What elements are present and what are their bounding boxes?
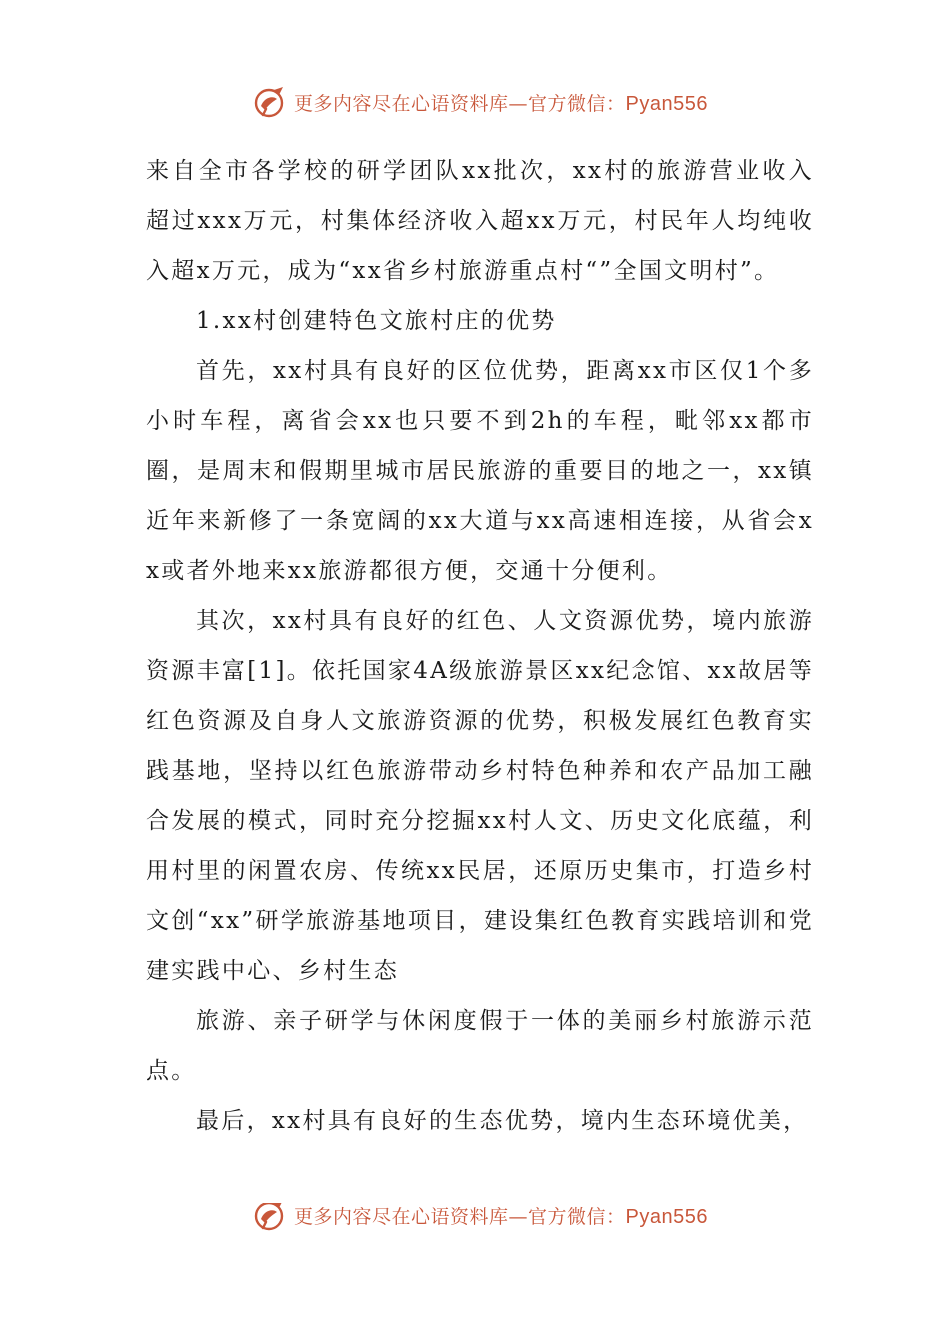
footer-banner-text: [294, 1203, 708, 1229]
header-banner-text: [294, 89, 708, 116]
pen-logo-icon: [252, 1203, 288, 1233]
paragraph-second-advantage: 其次，xx村具有良好的红色、人文资源优势，境内旅游资源丰富[1]。依托国家4A级旅游景区xx纪念馆、xx故居等红色资源及自身人文旅游资源的优势，积极发展红色教育实践基地，坚持以红色旅游带动乡村特色种养和农产品加工融合发展的模式，同时充分挖掘xx村人文、历史文化底蕴，利用村里的闲置农房、传统xx民居，还原历史集市，打造乡村文创“xx”研学旅游基地项目，建设集红色教育实践培训和党建实践中心、乡村生态: [146, 608, 814, 984]
paragraph-second-advantage-cont: 旅游、亲子研学与休闲度假于一体的美丽乡村旅游示范点。: [146, 1008, 814, 1084]
paragraph-first-advantage: 首先，xx村具有良好的区位优势，距离xx市区仅1个多小时车程，离省会xx也只要不到2h的车程，毗邻xx都市圈，是周末和假期里城市居民旅游的重要目的地之一，xx镇近年来新修了一条宽阔的xx大道与xx高速相连接，从省会xx或者外地来xx旅游都很方便，交通十分便利。: [146, 358, 814, 584]
footer-banner-wechat-id: Pyan556: [625, 1205, 708, 1228]
paragraph-third-advantage: 最后，xx村具有良好的生态优势，境内生态环境优美，: [196, 1108, 809, 1134]
paragraph-continuation: 来自全市各学校的研学团队xx批次，xx村的旅游营业收入超过xxx万元，村集体经济收入超xx万元，村民年人均纯收入超x万元，成为“xx省乡村旅游重点村“”全国文明村”。: [146, 158, 814, 284]
header-banner-wechat-id: Pyan556: [625, 92, 708, 115]
header-banner-label: 更多内容尽在心语资料库—官方微信：: [294, 92, 626, 115]
document-body: [146, 146, 814, 1146]
pen-logo-icon: [252, 84, 288, 120]
footer-banner-inner: [252, 1203, 708, 1233]
footer-banner-label: 更多内容尽在心语资料库—官方微信：: [294, 1205, 626, 1228]
header-banner-inner: [252, 84, 708, 120]
footer-banner: [0, 1203, 950, 1239]
header-banner: [0, 82, 950, 122]
section-heading: 1.xx村创建特色文旅村庄的优势: [196, 308, 557, 334]
